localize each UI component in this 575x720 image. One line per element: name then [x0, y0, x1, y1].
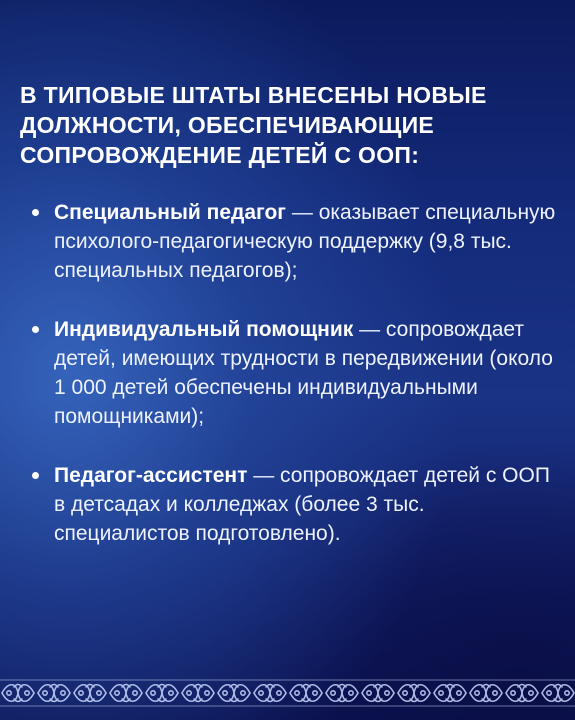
position-list: [32, 198, 557, 578]
position-description: — сопровождает детей с ООП в детсадах и колледжах (более 3 тыс. специалистов подготовлено).: [54, 464, 550, 545]
ornament-border-icon: [0, 678, 575, 708]
position-description: — сопровождает детей, имеющих трудности в передвижении (около 1 000 детей обеспечены индивидуальными помощниками);: [54, 318, 553, 428]
position-term: Педагог-ассистент: [54, 464, 248, 487]
list-item-individual-assistant: [32, 315, 557, 431]
bullet-dot-icon: [32, 326, 39, 333]
bullet-dot-icon: [32, 209, 39, 216]
headline: В ТИПОВЫЕ ШТАТЫ ВНЕСЕНЫ НОВЫЕ ДОЛЖНОСТИ, ОБЕСПЕЧИВАЮЩИЕ СОПРОВОЖДЕНИЕ ДЕТЕЙ С ООП:: [20, 82, 487, 168]
list-item-teacher-assistant: [32, 461, 557, 548]
position-term: Специальный педагог: [54, 201, 287, 224]
bullet-dot-icon: [32, 472, 39, 479]
position-description: — оказывает специальную психолого-педагогическую поддержку (9,8 тыс. специальных педагогов);: [54, 201, 556, 282]
position-term: Индивидуальный помощник: [54, 318, 354, 341]
list-item-special-teacher: [32, 198, 557, 285]
